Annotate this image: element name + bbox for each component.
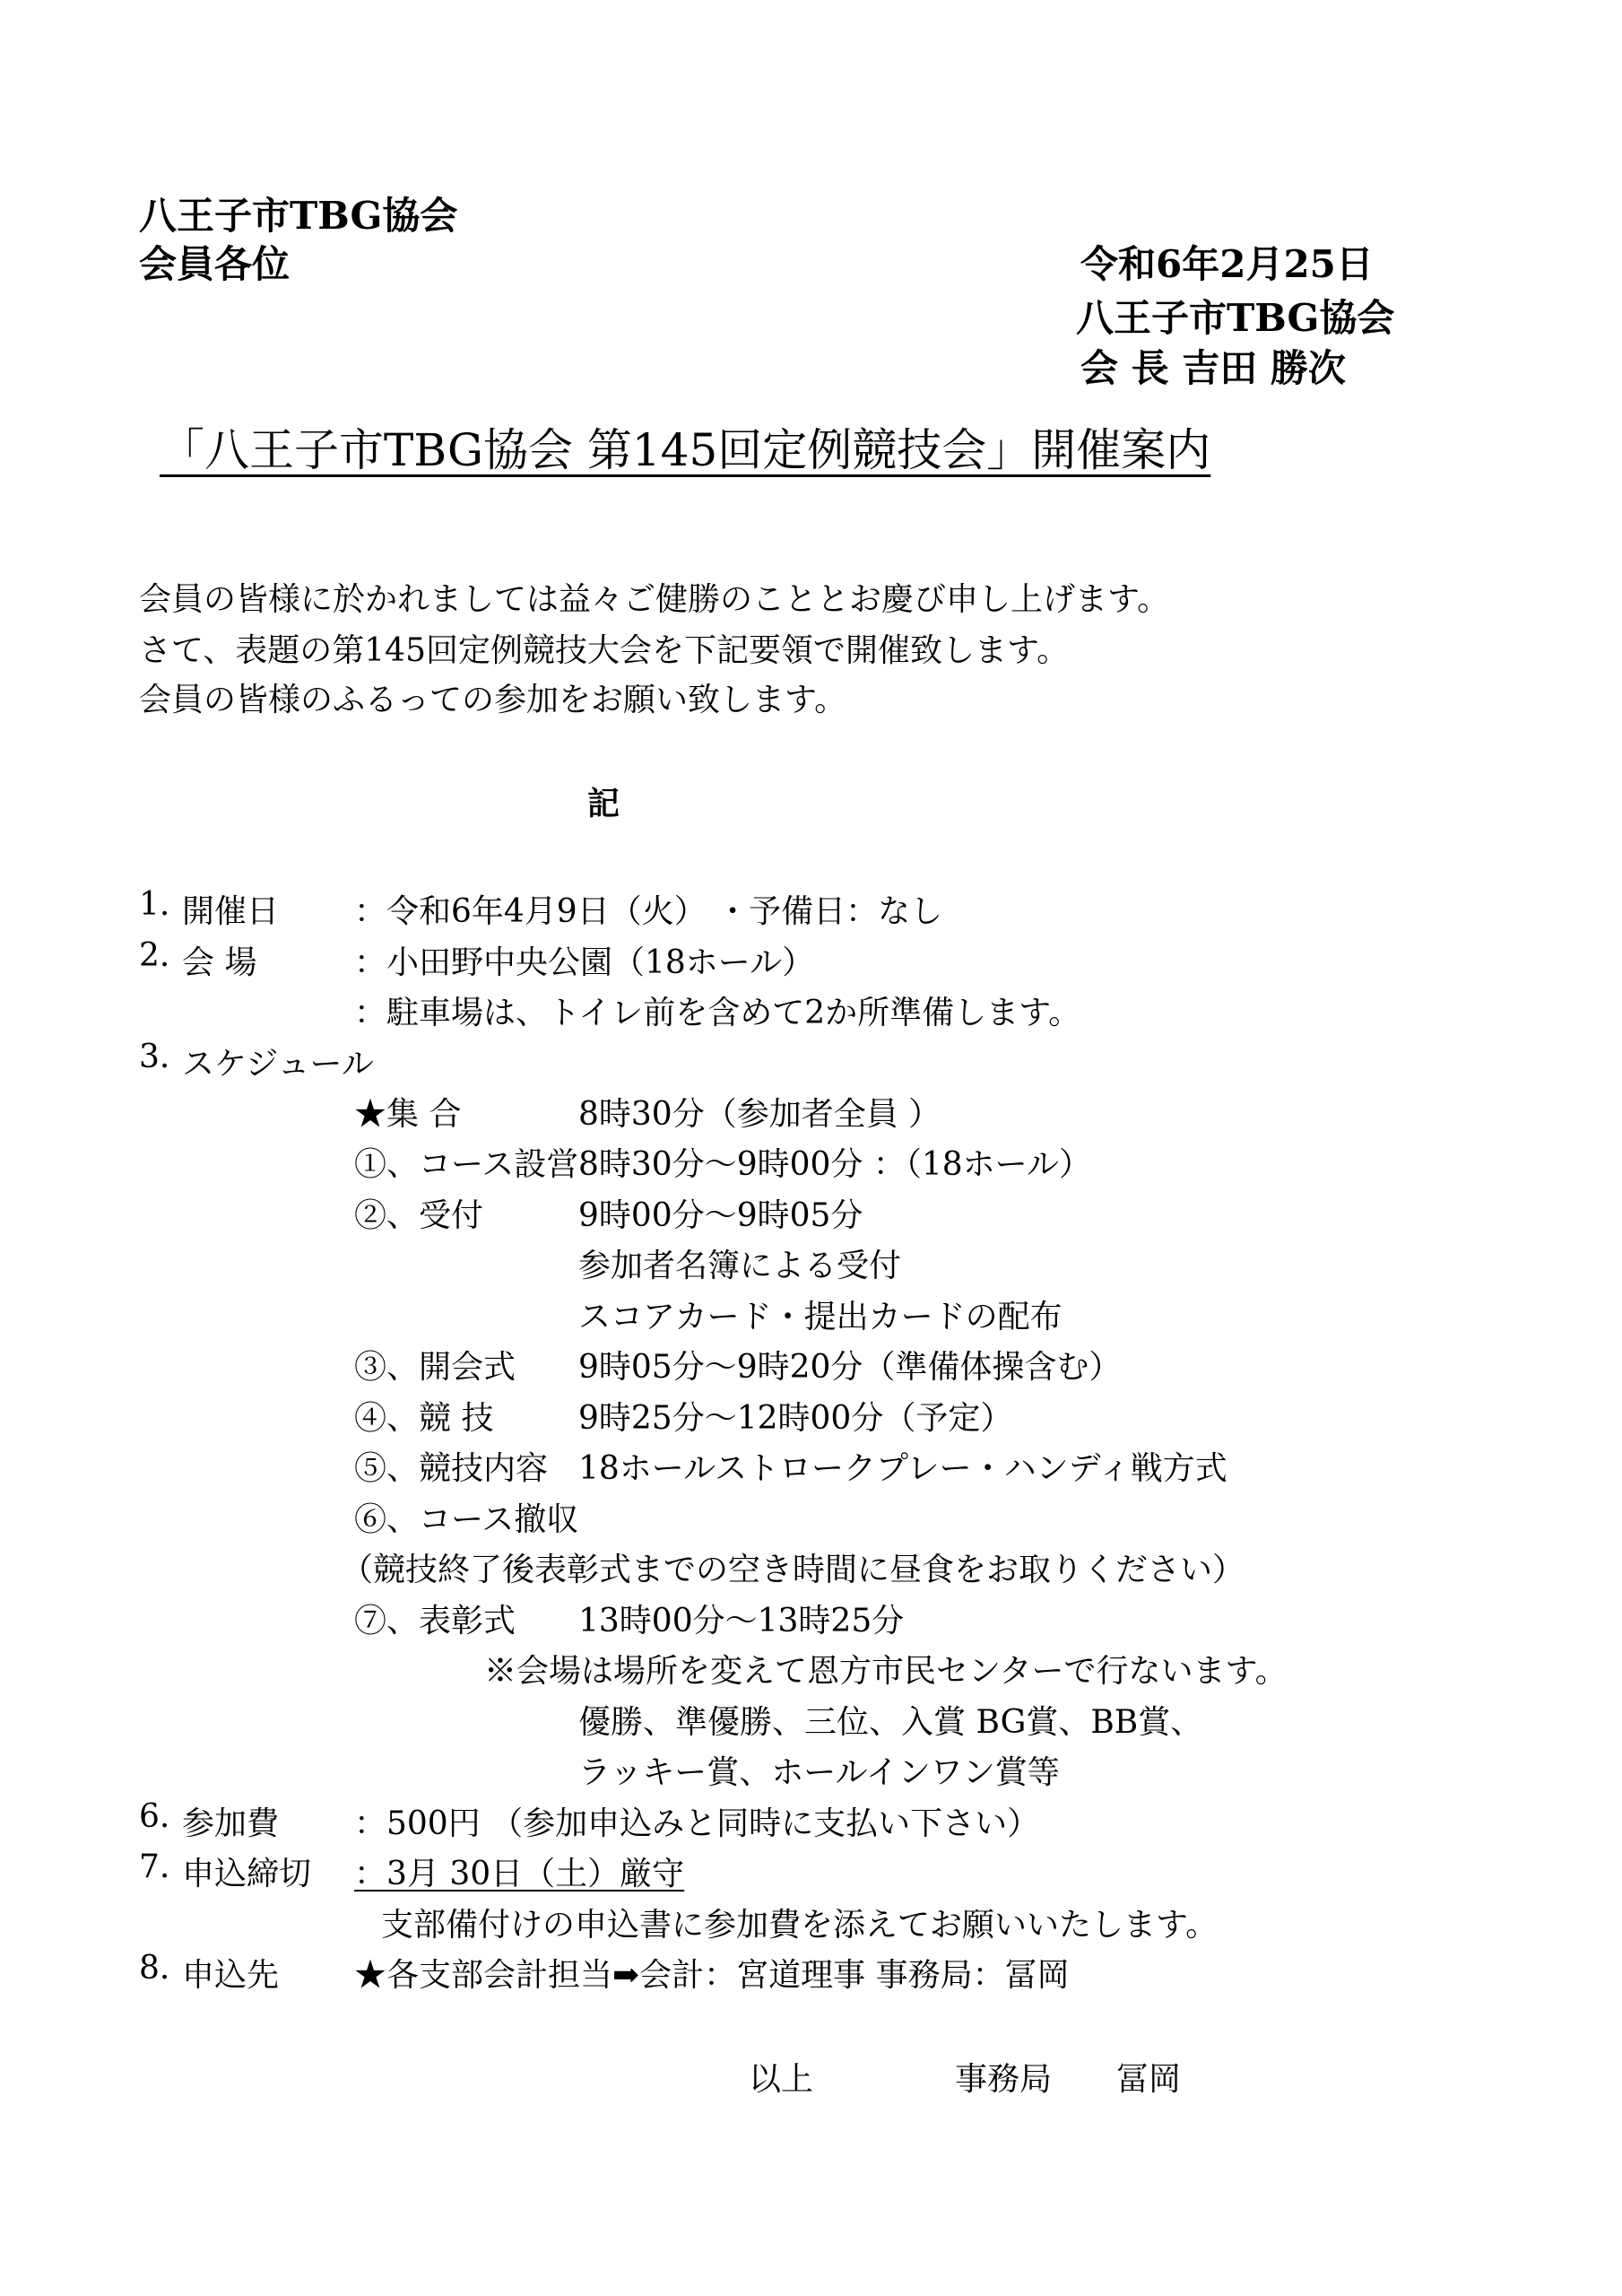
header-sender-org: 八王子市TBG協会 [1076, 296, 1395, 340]
item-venue-value: ：小田野中央公園（18ホール） [354, 944, 815, 981]
schedule-row-name: ★集 合 [354, 1096, 462, 1133]
item-apply-to-value: ★各支部会計担当➡会計：宮道理事 事務局：冨岡 [354, 1957, 1070, 1994]
schedule-prizes-line-2: ラッキー賞、ホールインワン賞等 [578, 1754, 1060, 1791]
item-deadline-num: 7. [139, 1848, 170, 1885]
item-fee-label: 参加費 [182, 1805, 280, 1842]
ki-heading: 記 [587, 785, 620, 822]
page-title: 「八王子市TBG協会 第145回定例競技会」開催案内 [160, 424, 1211, 476]
schedule-row-name: ①、コース設営 [354, 1146, 579, 1183]
header-date: 令和6年2月25日 [1080, 242, 1374, 286]
header-sender-name: 会 長 吉田 勝次 [1080, 346, 1346, 390]
schedule-row-name: ②、受付 [354, 1197, 484, 1234]
schedule-award-venue: ※会場は場所を変えて恩方市民センターで行ないます。 [484, 1653, 1288, 1690]
schedule-row-time: 8時30分～9時00分 ：（18ホール） [578, 1146, 1091, 1183]
schedule-row-time: 9時25分～12時00分（予定） [578, 1400, 1013, 1437]
item-venue-num: 2. [139, 937, 170, 974]
intro-line-3: 会員の皆様のふるっての参加をお願い致します。 [139, 682, 847, 718]
schedule-row-name: ③、開会式 [354, 1349, 516, 1386]
item-date-num: 1. [139, 886, 170, 923]
header-recipients: 会員各位 [139, 242, 291, 286]
item-schedule-num: 3. [139, 1039, 170, 1075]
items-block [139, 0, 1574, 2296]
footer-office-label: 事務局 [955, 2061, 1053, 2098]
footer-closing: 以上 [749, 2061, 814, 2098]
item-deadline-note: 支部備付けの申込書に参加費を添えてお願いいたします。 [381, 1907, 1219, 1944]
item-apply-to-label: 申込先 [182, 1957, 280, 1994]
footer-office-name: 冨岡 [1116, 2061, 1182, 2098]
header-org: 八王子市TBG協会 [139, 194, 458, 238]
schedule-row-time: 18ホールストロークプレー・ハンディ戦方式 [578, 1450, 1227, 1487]
schedule-row-time: 9時05分～9時20分（準備体操含む） [578, 1349, 1122, 1386]
schedule-row-time: 9時00分～9時05分 [578, 1197, 863, 1234]
schedule-row-time: 参加者名簿による受付 [578, 1248, 902, 1284]
schedule-row-name: ⑥、コース撤収 [354, 1501, 579, 1538]
item-date-label: 開催日 [182, 893, 280, 930]
item-fee-value: ：500円 （参加申込みと同時に支払い下さい） [354, 1805, 1040, 1842]
schedule-award-name: ⑦、表彰式 [354, 1603, 516, 1639]
schedule-row-name: ⑤、競技内容 [354, 1450, 549, 1487]
schedule-row-time: スコアカード・提出カードの配布 [578, 1299, 1063, 1335]
item-date-value: ：令和6年4月9日（火） ・予備日：なし [354, 893, 943, 930]
intro-line-1: 会員の皆様に於かれましては益々ご健勝のこととお慶び申し上げます。 [139, 581, 1170, 618]
item-fee-num: 6. [139, 1798, 170, 1835]
item-venue-note: ：駐車場は、トイレ前を含めて2か所準備します。 [354, 995, 1081, 1031]
item-deadline-value: ：3月 30日（土）厳守 [354, 1856, 685, 1892]
schedule-prizes-line-1: 優勝、準優勝、三位、入賞 BG賞、BB賞、 [578, 1704, 1203, 1741]
schedule-lunch-note: （競技終了後表彰式までの空き時間に昼食をお取りください） [341, 1552, 1245, 1588]
intro-line-2: さて、表題の第145回定例競技大会を下記要領で開催致します。 [139, 632, 1070, 669]
item-venue-label: 会 場 [182, 944, 257, 981]
schedule-row-name: ④、競 技 [354, 1400, 494, 1437]
item-apply-to-num: 8. [139, 1950, 170, 1987]
schedule-award-time: 13時00分～13時25分 [578, 1603, 905, 1639]
item-deadline-label: 申込締切 [182, 1856, 312, 1892]
item-schedule-label: スケジュール [182, 1046, 374, 1083]
schedule-row-time: 8時30分（参加者全員 ） [578, 1096, 941, 1133]
